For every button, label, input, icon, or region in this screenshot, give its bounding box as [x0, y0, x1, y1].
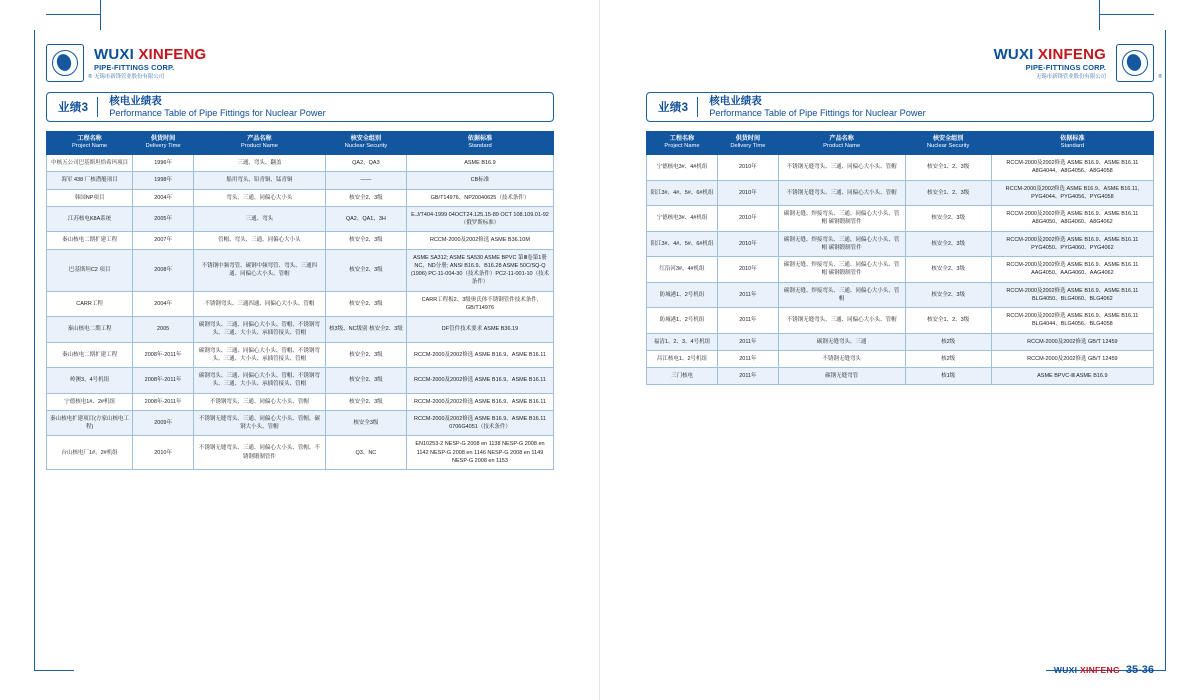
table-cell: 管帽、弯头、三通、同偏心大小头: [194, 232, 326, 249]
table-cell: 秦山核电扩建项目(方家山核电工程): [47, 410, 133, 436]
table-row: [647, 180, 1154, 206]
table-cell: 核2级: [905, 333, 991, 350]
table-cell: 核安全1、2、3级: [905, 180, 991, 206]
table-cell: 红沿河3#、4#机组: [647, 257, 718, 283]
table-row: [647, 333, 1154, 350]
table-cell: 核安全2、3级: [325, 368, 406, 394]
table-cell: 碳钢无缝、焊接弯头、三通、同偏心大小头、管帽 碳钢锻制管件: [778, 206, 905, 232]
table-cell: 2008年: [133, 249, 194, 291]
section-title-cn: 核电业绩表: [709, 94, 762, 107]
table-cell: 三通、弯头: [194, 206, 326, 232]
table-cell: 韩国NP项目: [47, 189, 133, 206]
table-row: [47, 249, 554, 291]
header-left: [46, 40, 206, 86]
table-cell: 核安全2、3级: [905, 257, 991, 283]
brand-name: WUXI XINFENG: [993, 45, 1106, 63]
corner-rule-right-v: [1165, 30, 1166, 670]
table-cell: 2011年: [717, 308, 778, 334]
table-cell: 核安全3级: [325, 410, 406, 436]
table-cell: RCCM-2000及2002修选 ASME B16.9、ASME B16.11 0706G4051（技术条件）: [406, 410, 553, 436]
table-row: [47, 317, 554, 343]
corner-rule-left-v: [34, 30, 35, 670]
table-cell: 1998年: [133, 172, 194, 189]
table-cell: 江苏核电K8A系统: [47, 206, 133, 232]
brand-block: [94, 46, 206, 81]
table-cell: EN10253-2 NESP-G 2008 en 1138 NESP-G 2008 en 1142 NESP-G 2008 en 1146 NESP-G 2008 en 1149 NESP-G 2008 en 1153: [406, 436, 553, 470]
table-cell: RCCM-2000及2002修选 GB/T 12459: [991, 350, 1153, 367]
table-cell: 三门核电: [647, 368, 718, 385]
table-cell: 宁德核电3#、4#机组: [647, 155, 718, 181]
table-cell: 三通、弯头、翻盖: [194, 155, 326, 172]
table-cell: 弯头、三通、同偏心大小头: [194, 189, 326, 206]
table-cell: 岭澳3、4号机组: [47, 368, 133, 394]
table-cell: 宁德核电1#、2#机组: [47, 393, 133, 410]
brand-name-cn: 无锡市新锋管业股份有限公司: [94, 74, 165, 81]
table-cell: E.J/T404-1999 04OCT24.125.15-89 OCT 108.109.01-92（俄罗斯标准）: [406, 206, 553, 232]
table-cell: 碳钢弯头、三通、同偏心大小头、管帽、不锈钢弯头、三通、大小头、承插管接头、管帽: [194, 317, 326, 343]
table-row: [647, 282, 1154, 308]
company-logo-icon: ®: [1116, 44, 1154, 82]
corner-rule-top-left-v: [100, 0, 101, 30]
table-cell: 1996年: [133, 155, 194, 172]
table-cell: RCCM-2000及2002修选 ASME B16.9、ASME B16.11, PYG4044、PYG4056、PYG4058: [991, 180, 1153, 206]
table-cell: 2010年: [133, 436, 194, 470]
table-cell: 海军 438 厂核潜艇项目: [47, 172, 133, 189]
table-cell: 2011年: [717, 368, 778, 385]
corner-rule-bottom-left: [34, 670, 74, 671]
table-cell: 碳钢无缝、焊接弯头、三通、同偏心大小头、管帽 碳钢锻制管件: [778, 257, 905, 283]
col-product-name: 产品名称 Product Name: [778, 132, 905, 155]
table-cell: QA2、QA1、3H: [325, 206, 406, 232]
table-cell: 核安全2、3级: [905, 282, 991, 308]
table-cell: 碳钢无缝弯管: [778, 368, 905, 385]
table-cell: 碳钢弯头、三通、同偏心大小头、管帽、不锈钢弯头、三通、大小头、承插管接头、管帽: [194, 342, 326, 368]
table-cell: RCCM-2000及2002修选 ASME B16.9、ASME B16.11: [406, 368, 553, 394]
table-cell: RCCM-2000及2002修选 ASME B16.9、ASME B16.11 BLG4044、BLG4056、BLG4058: [991, 308, 1153, 334]
table-cell: RCCM-2000及2002修选 ASME B16.9、ASME B16.11 PYG4050、PYG4060、PYG4062: [991, 231, 1153, 257]
table-cell: 秦山核电二期扩建工程: [47, 342, 133, 368]
table-cell: 不锈钢弯头、三通、同偏心大小头、管帽: [194, 393, 326, 410]
page-right: [600, 0, 1200, 700]
table-cell: 台山核电厂1#、2#机组: [47, 436, 133, 470]
col-product-name: 产品名称 Product Name: [194, 132, 326, 155]
page-number: 35-36: [1125, 664, 1154, 676]
table-cell: 宁德核电3#、4#机组: [647, 206, 718, 232]
table-cell: 2008年-2011年: [133, 368, 194, 394]
table-row: [47, 206, 554, 232]
table-cell: 秦山核电二期扩建工程: [47, 232, 133, 249]
table-cell: 2010年: [717, 257, 778, 283]
table-cell: ASME BPVC-Ⅲ ASME B16.9: [991, 368, 1153, 385]
table-cell: ——: [325, 172, 406, 189]
table-cell: 不锈钢无缝弯头、三通、同偏心大小头、管帽、碳钢大小头、管帽: [194, 410, 326, 436]
table-cell: CARR工程: [47, 291, 133, 317]
table-cell: 2010年: [717, 206, 778, 232]
table-cell: 不锈钢无缝弯头、三通、同偏心大小头、管帽: [778, 155, 905, 181]
table-cell: 秦山核电二期工程: [47, 317, 133, 343]
table-body-left: [47, 155, 554, 470]
table-cell: 核安全2、3级: [325, 189, 406, 206]
table-cell: 2010年: [717, 231, 778, 257]
table-cell: 2010年: [717, 180, 778, 206]
table-row: [47, 368, 554, 394]
table-cell: 核安全2、3级: [905, 231, 991, 257]
corner-rule-top-right-v: [1099, 0, 1100, 30]
table-cell: 核安全2、3级: [325, 393, 406, 410]
col-project-name: 工程名称 Project Name: [47, 132, 133, 155]
corner-rule-top-left: [46, 14, 100, 15]
table-cell: 2004年: [133, 189, 194, 206]
table-cell: 2009年: [133, 410, 194, 436]
table-cell: RCCM-2000及2002修选 ASME B16.9、ASME B16.11 A8G4050、A8G4060、A8G4062: [991, 206, 1153, 232]
performance-table-right: [646, 131, 1154, 385]
table-cell: 巴基斯坦C2 项目: [47, 249, 133, 291]
table-cell: ASME B16.9: [406, 155, 553, 172]
table-cell: 核安全2、3级: [905, 206, 991, 232]
col-nuclear-security: 核安全组别 Nuclear Security: [905, 132, 991, 155]
col-nuclear-security: 核安全组别 Nuclear Security: [325, 132, 406, 155]
col-project-name: 工程名称 Project Name: [647, 132, 718, 155]
table-cell: RCCM-2000及2002修选 GB/T 12459: [991, 333, 1153, 350]
table-cell: 不锈钢无缝弯头: [778, 350, 905, 367]
table-cell: 核安全2、3级: [325, 249, 406, 291]
table-cell: 阳江3#、4#、5#、6#机组: [647, 231, 718, 257]
table-row: [647, 257, 1154, 283]
table-cell: 核安全1、2、3级: [905, 155, 991, 181]
brand-name-cn: 无锡市新锋管业股份有限公司: [1035, 74, 1106, 81]
table-header-row: [647, 132, 1154, 155]
table-cell: 核安全1、2、3级: [905, 308, 991, 334]
table-cell: 防城港1、2号机组: [647, 308, 718, 334]
table-cell: 核安全2、3级: [325, 291, 406, 317]
table-header-left: [47, 132, 554, 155]
brand-name: WUXI XINFENG: [94, 45, 207, 63]
table-row: [47, 189, 554, 206]
table-cell: 昌江核电1、2号机组: [647, 350, 718, 367]
table-cell: 2008年-2011年: [133, 342, 194, 368]
table-cell: RCCM-2000及2002修选 ASME B36.10M: [406, 232, 553, 249]
table-cell: 2011年: [717, 350, 778, 367]
table-cell: 不锈钢无缝弯头、三通、同偏心大小头、管帽: [778, 180, 905, 206]
table-cell: RCCM-2000及2002修选 ASME B16.9、ASME B16.11 A8G4044、A8G4056、A8G4058: [991, 155, 1153, 181]
table-cell: 核安全2、3级: [325, 232, 406, 249]
table-cell: 2011年: [717, 333, 778, 350]
table-cell: 2007年: [133, 232, 194, 249]
table-cell: CB标准: [406, 172, 553, 189]
table-cell: 不锈钢弯头、三通四通、同偏心大小头、管帽: [194, 291, 326, 317]
table-cell: 碳钢无缝、焊接弯头、三通、同偏心大小头、管帽: [778, 282, 905, 308]
table-cell: 阳江3#、4#、5#、6#机组: [647, 180, 718, 206]
section-title-cn: 核电业绩表: [109, 94, 162, 107]
table-cell: 碳钢弯头、三通、同偏心大小头、管帽、不锈钢弯头、三通、大小头、承插管接头、管帽: [194, 368, 326, 394]
corner-rule-top-right: [1100, 14, 1154, 15]
table-row: [647, 231, 1154, 257]
table-cell: RCCM-2000及2002修选 ASME B16.9、ASME B16.11: [406, 393, 553, 410]
table-cell: 防城港1、2号机组: [647, 282, 718, 308]
company-logo-icon: ®: [46, 44, 84, 82]
table-cell: CARR工程板2、3级奥氏体不锈钢管件技术条件, GB/T14976: [406, 291, 553, 317]
table-row: [647, 155, 1154, 181]
col-delivery-time: 供货时间 Delivery Time: [717, 132, 778, 155]
section-title-en: Performance Table of Pipe Fittings for Nuclear Power: [109, 107, 326, 118]
table-cell: 碳钢无缝、焊接弯头、三通、同偏心大小头、管帽 碳钢锻制管件: [778, 231, 905, 257]
table-cell: 不锈钢无缝弯头、三通、同偏心大小头、管帽: [778, 308, 905, 334]
table-row: [47, 393, 554, 410]
table-row: [47, 172, 554, 189]
table-header-right: [647, 132, 1154, 155]
performance-table-left: [46, 131, 554, 470]
table-cell: 核安全2、3级: [325, 342, 406, 368]
col-standard: 依据标准 Standard: [406, 132, 553, 155]
table-cell: 船用弯头、铅青铜、锰青铜: [194, 172, 326, 189]
brand-subtitle: PIPE-FITTINGS CORP.: [94, 62, 175, 72]
brand-subtitle: PIPE-FITTINGS CORP.: [1025, 62, 1106, 72]
brand-block: [994, 46, 1106, 81]
section-tag: 业绩3: [58, 102, 89, 114]
table-row: [647, 308, 1154, 334]
footer-brand: WUXI XINFENG: [1053, 665, 1120, 675]
table-row: [47, 342, 554, 368]
table-cell: 不锈钢中频弯管、碳钢中频弯管、弯头、三通四通、同偏心大小头、管帽: [194, 249, 326, 291]
table-cell: 碳钢无缝弯头、三通: [778, 333, 905, 350]
table-body-right: [647, 155, 1154, 385]
table-cell: GB/T14976、NP20040625（技术条件）: [406, 189, 553, 206]
table-row: [47, 436, 554, 470]
table-cell: 中核五公司巴基斯坦恰希玛项目: [47, 155, 133, 172]
table-cell: 2011年: [717, 282, 778, 308]
section-title-en: Performance Table of Pipe Fittings for Nuclear Power: [709, 107, 926, 118]
table-cell: DF管件技术要求 ASME B36.19: [406, 317, 553, 343]
table-cell: 不锈钢无缝弯头、三通、同偏心大小头、管帽、不锈钢锻制管件: [194, 436, 326, 470]
table-row: [647, 206, 1154, 232]
table-cell: RCCM-2000及2002修选 ASME B16.9、ASME B16.11: [406, 342, 553, 368]
table-cell: 核3级、NC级别 核安全2、3级: [325, 317, 406, 343]
col-standard: 依据标准 Standard: [991, 132, 1153, 155]
table-cell: 福清1、2、3、4号机组: [647, 333, 718, 350]
table-cell: QA2、QA3: [325, 155, 406, 172]
header-right: [993, 40, 1162, 86]
table-cell: 2008年-2011年: [133, 393, 194, 410]
page-footer: [1054, 664, 1154, 676]
table-cell: RCCM-2000及2002修选 ASME B16.9、ASME B16.11 BLG4050、BLG4060、BLG4062: [991, 282, 1153, 308]
table-row: [47, 410, 554, 436]
section-title-bar-left: [46, 92, 554, 122]
table-cell: 2004年: [133, 291, 194, 317]
table-cell: 2010年: [717, 155, 778, 181]
table-cell: ASME SA312; ASME SA530 ASME BPVC 第Ⅲ卷第1册NC、ND分册; ANSI B16.9、B16.28 ASME 50C/SQ-Q (1996) PC-11-004-30（技术条件）PC2-11-001-10（技术条件）: [406, 249, 553, 291]
section-title-bar-right: [646, 92, 1154, 122]
table-header-row: [47, 132, 554, 155]
table-cell: 核1级: [905, 368, 991, 385]
col-delivery-time: 供货时间 Delivery Time: [133, 132, 194, 155]
table-row: [47, 291, 554, 317]
section-tag: 业绩3: [658, 102, 689, 114]
table-row: [47, 155, 554, 172]
table-cell: 2005: [133, 317, 194, 343]
table-cell: 2005年: [133, 206, 194, 232]
table-cell: 核2级: [905, 350, 991, 367]
table-cell: Q3、NC: [325, 436, 406, 470]
table-cell: RCCM-2000及2002修选 ASME B16.9、ASME B16.11 AAG4050、AAG4060、AAG4062: [991, 257, 1153, 283]
table-row: [647, 368, 1154, 385]
table-row: [47, 232, 554, 249]
table-row: [647, 350, 1154, 367]
